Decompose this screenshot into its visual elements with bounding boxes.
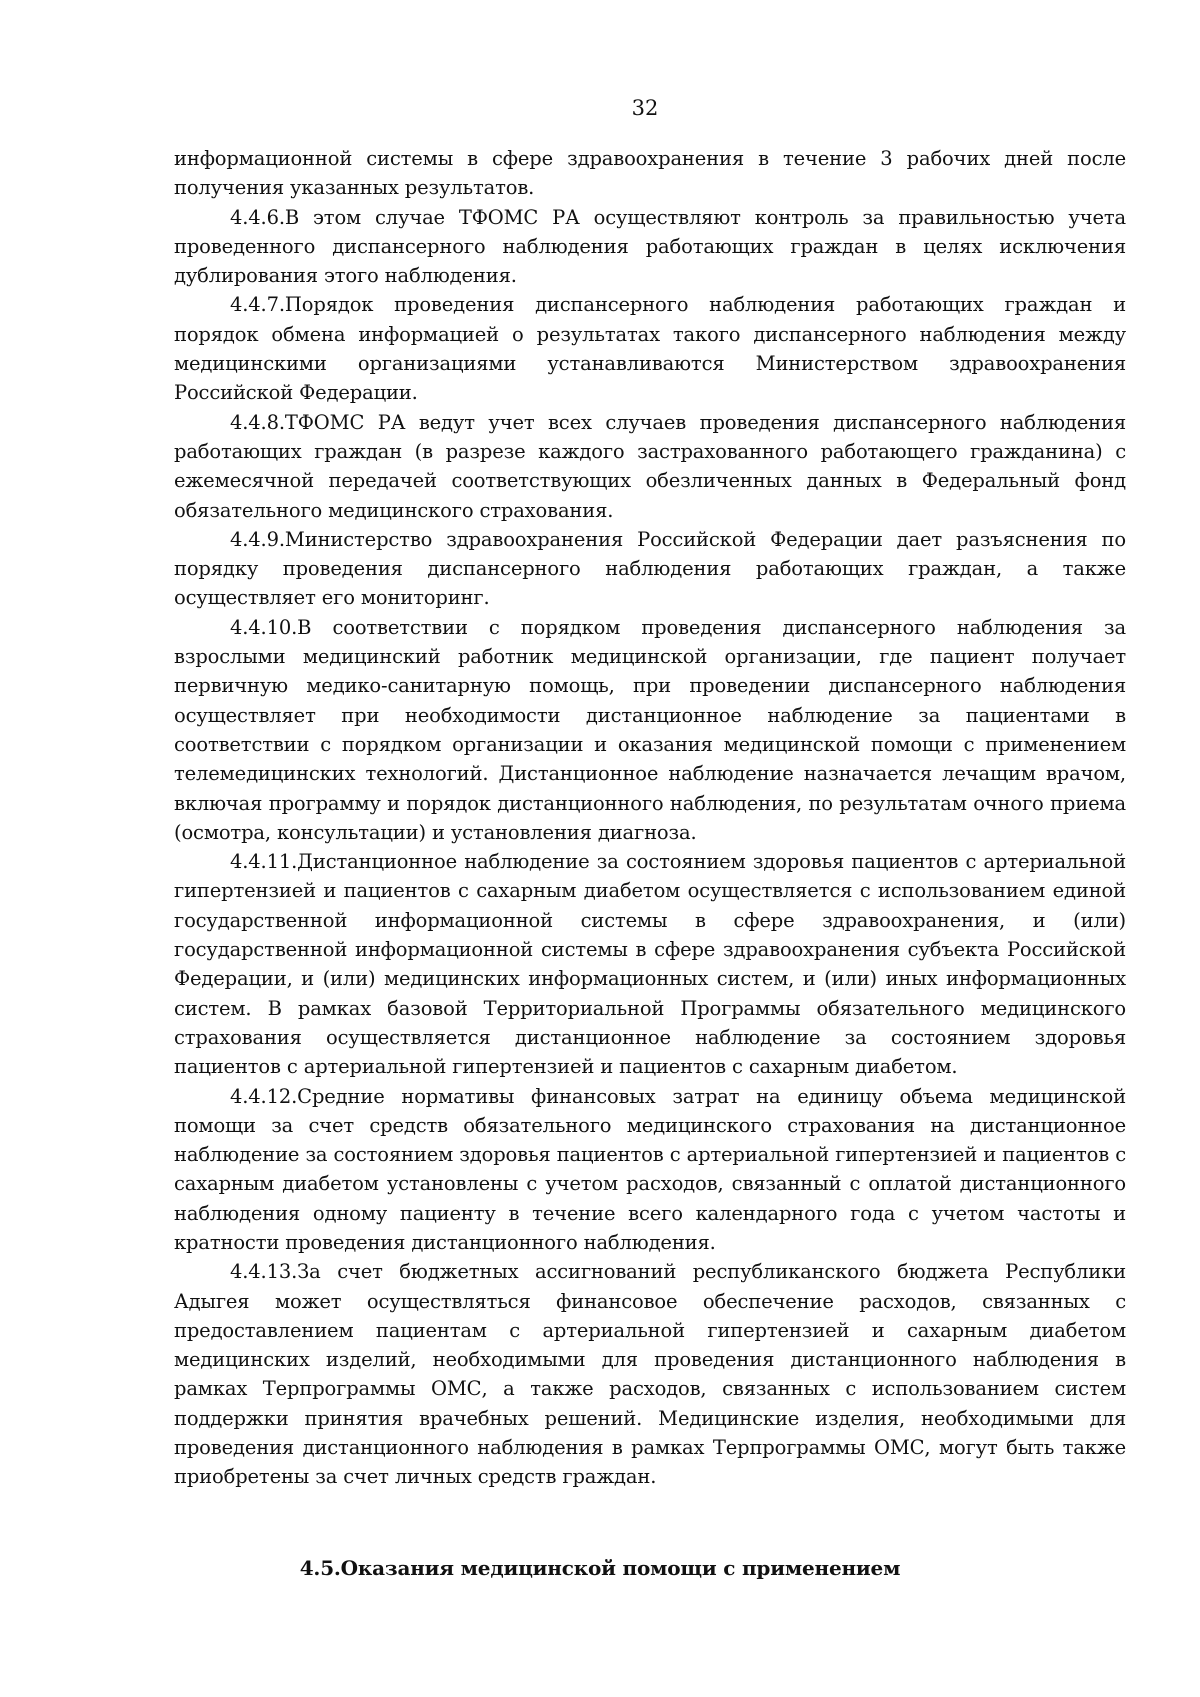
document-body (174, 144, 1126, 1492)
paragraph-continuation: информационной системы в сфере здравоохранения в течение 3 рабочих дней после получения указанных результатов. (174, 147, 1126, 200)
paragraph-4-4-9: 4.4.9.Министерство здравоохранения Российской Федерации дает разъяснения по порядку проведения диспансерного наблюдения работающих граждан, а также осуществляет его мониторинг. (174, 527, 1126, 610)
paragraph-4-4-12: 4.4.12.Средние нормативы финансовых затрат на единицу объема медицинской помощи за счет средств обязательного медицинского страхования на дистанционное наблюдение за состоянием здоровья пациентов с артериальной гипертензией и пациентов с сахарным диабетом установлены с учетом расходов, связанный с оплатой дистанционного наблюдения одному пациенту в течение всего календарного года с учетом частоты и кратности проведения дистанционного наблюдения. (174, 1084, 1126, 1254)
page-number: 32 (631, 96, 659, 120)
section-heading: 4.5.Оказания медицинской помощи с применением (299, 1556, 901, 1580)
paragraph-4-4-8: 4.4.8.ТФОМС РА ведут учет всех случаев проведения диспансерного наблюдения работающих граждан (в разрезе каждого застрахованного работающего гражданина) с ежемесячной передачей соответствующих обезличенных данных в Федеральный фонд обязательного медицинского страхования. (174, 410, 1126, 522)
paragraph-4-4-13: 4.4.13.За счет бюджетных ассигнований республиканского бюджета Республики Адыгея может осуществляться финансовое обеспечение расходов, связанных с предоставлением пациентам с артериальной гипертензией и сахарным диабетом медицинских изделий, необходимыми для проведения дистанционного наблюдения в рамках Терпрограммы ОМС, а также расходов, связанных с использованием систем поддержки принятия врачебных решений. Медицинские изделия, необходимыми для проведения дистанционного наблюдения в рамках Терпрограммы ОМС, могут быть также приобретены за счет личных средств граждан. (174, 1260, 1126, 1489)
paragraph-4-4-11: 4.4.11.Дистанционное наблюдение за состоянием здоровья пациентов с артериальной гипертензией и пациентов с сахарным диабетом осуществляется с использованием единой государственной информационной системы в сфере здравоохранения, и (или) государственной информационной системы в сфере здравоохранения субъекта Российской Федерации, и (или) медицинских информационных систем, и (или) иных информационных систем. В рамках базовой Территориальной Программы обязательного медицинского страхования осуществляется дистанционное наблюдение за состоянием здоровья пациентов с артериальной гипертензией и пациентов с сахарным диабетом. (174, 850, 1126, 1079)
paragraph-4-4-7: 4.4.7.Порядок проведения диспансерного наблюдения работающих граждан и порядок обмена информацией о результатах такого диспансерного наблюдения между медицинскими организациями устанавливаются Министерством здравоохранения Российской Федерации. (174, 293, 1126, 405)
paragraph-4-4-6: 4.4.6.В этом случае ТФОМС РА осуществляют контроль за правильностью учета проведенного диспансерного наблюдения работающих граждан в целях исключения дублирования этого наблюдения. (174, 205, 1126, 288)
paragraph-4-4-10: 4.4.10.В соответствии с порядком проведения диспансерного наблюдения за взрослыми медицинский работник медицинской организации, где пациент получает первичную медико-санитарную помощь, при проведении диспансерного наблюдения осуществляет при необходимости дистанционное наблюдение за пациентами в соответствии с порядком организации и оказания медицинской помощи с применением телемедицинских технологий. Дистанционное наблюдение назначается лечащим врачом, включая программу и порядок дистанционного наблюдения, по результатам очного приема (осмотра, консультации) и установления диагноза. (174, 615, 1126, 844)
